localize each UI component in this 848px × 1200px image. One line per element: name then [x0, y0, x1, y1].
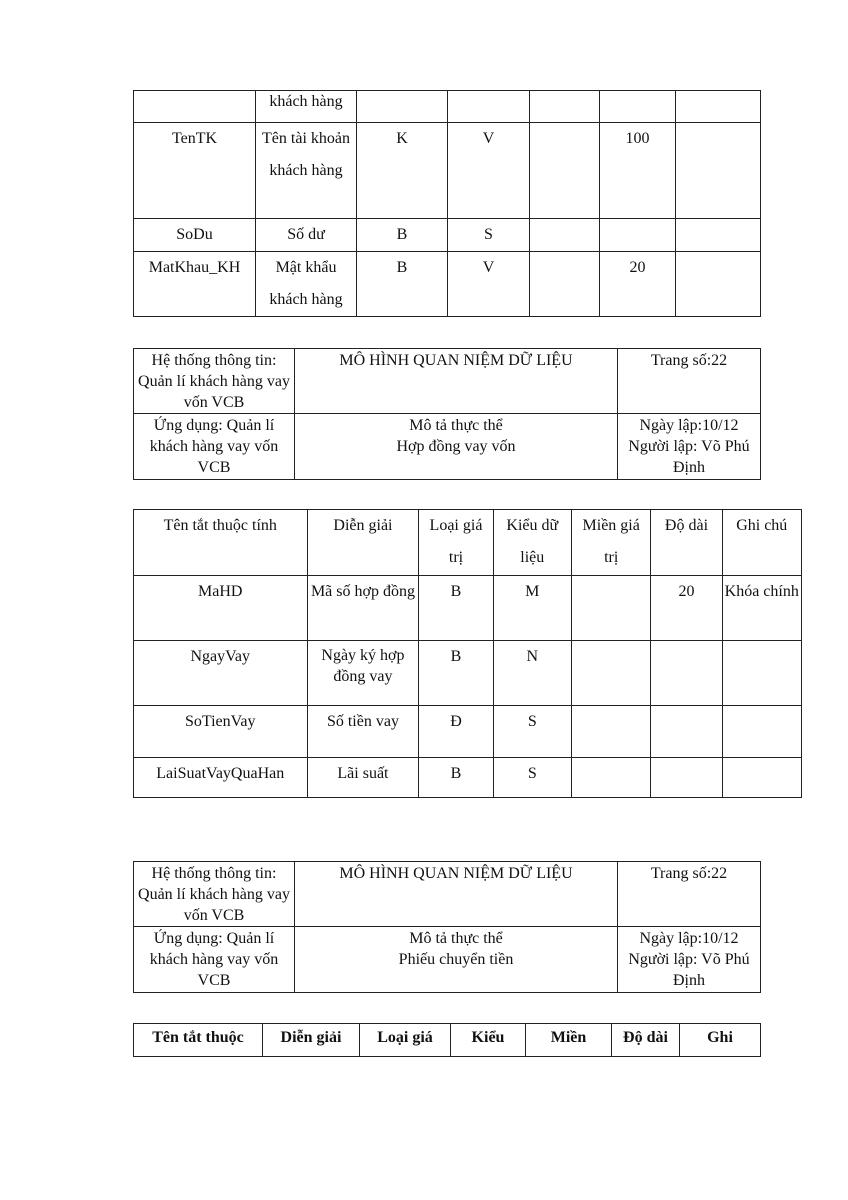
table-header-row [134, 1024, 761, 1057]
table-row [134, 641, 802, 706]
column-header: Diễn giải [263, 1024, 360, 1057]
table-cell [571, 758, 650, 798]
table-cell: B [419, 576, 493, 641]
column-header: Tên tắt thuộc [134, 1024, 263, 1057]
column-header: Tên tắt thuộc tính [134, 510, 308, 576]
entity-header-table [133, 861, 761, 993]
table-row [134, 91, 761, 123]
column-header: Loại giá [360, 1024, 451, 1057]
table-cell: MatKhau_KH [134, 252, 256, 317]
table-cell [651, 758, 722, 798]
table-cell: NgayVay [134, 641, 308, 706]
entity-description [295, 414, 618, 480]
table-cell: M [493, 576, 571, 641]
table-cell [134, 91, 256, 123]
table-cell: 20 [600, 252, 676, 317]
table-cell [722, 706, 802, 758]
table-cell: SoTienVay [134, 706, 308, 758]
table-cell: B [419, 641, 493, 706]
table-cell [357, 91, 448, 123]
entity-label: Mô tả thực thể [409, 930, 503, 947]
table-cell: Ngày ký hợp đồng vay [307, 641, 419, 706]
table-row [134, 123, 761, 219]
table-row [134, 927, 761, 993]
table-cell: 100 [600, 123, 676, 219]
table-cell [676, 219, 761, 252]
table-cell: Khóa chính [722, 576, 802, 641]
loan-contract-attributes-table [133, 509, 802, 798]
table-row [134, 414, 761, 480]
application-info: Ứng dụng: Quản lí khách hàng vay vốn VCB [134, 927, 295, 993]
entity-name: Phiếu chuyển tiền [398, 951, 514, 968]
table-cell: TenTK [134, 123, 256, 219]
column-header: Độ dài [651, 510, 722, 576]
table-cell [600, 91, 676, 123]
application-info: Ứng dụng: Quản lí khách hàng vay vốn VCB [134, 414, 295, 480]
model-title: MÔ HÌNH QUAN NIỆM DỮ LIỆU [295, 349, 618, 414]
table-header-row [134, 510, 802, 576]
table-cell: Số dư [256, 219, 357, 252]
table-row [134, 576, 802, 641]
table-row [134, 219, 761, 252]
table-cell [676, 123, 761, 219]
table-cell [571, 641, 650, 706]
table-cell: Lãi suất [307, 758, 419, 798]
date-author [618, 414, 761, 480]
table-cell [722, 641, 802, 706]
table-cell: Mã số hợp đồng [307, 576, 419, 641]
table-cell: K [357, 123, 448, 219]
column-header: Kiểu [451, 1024, 526, 1057]
table-cell: V [448, 123, 530, 219]
account-attributes-table [133, 90, 761, 317]
table-cell [571, 706, 650, 758]
author: Người lập: Võ Phú Định [628, 951, 750, 989]
table-cell [722, 758, 802, 798]
table-cell [651, 641, 722, 706]
column-header: Miền giá trị [571, 510, 650, 576]
table-cell [530, 219, 600, 252]
column-header: Miền [526, 1024, 612, 1057]
table-cell [676, 252, 761, 317]
table-row [134, 758, 802, 798]
date-author [618, 927, 761, 993]
page-number: Trang số:22 [618, 862, 761, 927]
table-cell: Tên tài khoản khách hàng [256, 123, 357, 219]
table-cell: B [419, 758, 493, 798]
table-cell: S [448, 219, 530, 252]
table-cell [571, 576, 650, 641]
created-date: Ngày lập:10/12 [639, 417, 739, 434]
table-row [134, 349, 761, 414]
table-cell: Đ [419, 706, 493, 758]
column-header: Loại giá trị [419, 510, 493, 576]
table-cell: khách hàng [256, 91, 357, 123]
table-cell: N [493, 641, 571, 706]
system-info: Hệ thống thông tin: Quản lí khách hàng vay vốn VCB [134, 349, 295, 414]
system-info: Hệ thống thông tin: Quản lí khách hàng vay vốn VCB [134, 862, 295, 927]
table-cell: MaHD [134, 576, 308, 641]
table-cell [530, 123, 600, 219]
column-header: Ghi [680, 1024, 761, 1057]
column-header: Diễn giải [307, 510, 419, 576]
column-header: Ghi chú [722, 510, 802, 576]
table-cell: S [493, 706, 571, 758]
page-number: Trang số:22 [618, 349, 761, 414]
table-cell [651, 706, 722, 758]
table-row [134, 862, 761, 927]
entity-label: Mô tả thực thể [409, 417, 503, 434]
table-cell: B [357, 219, 448, 252]
table-cell: SoDu [134, 219, 256, 252]
table-cell [676, 91, 761, 123]
entity-header-table [133, 348, 761, 480]
table-cell [530, 252, 600, 317]
model-title: MÔ HÌNH QUAN NIỆM DỮ LIỆU [295, 862, 618, 927]
table-row [134, 706, 802, 758]
table-cell: 20 [651, 576, 722, 641]
created-date: Ngày lập:10/12 [639, 930, 739, 947]
table-cell: Mật khẩu khách hàng [256, 252, 357, 317]
table-cell [530, 91, 600, 123]
entity-name: Hợp đồng vay vốn [396, 438, 516, 455]
column-header: Độ dài [612, 1024, 680, 1057]
author: Người lập: Võ Phú Định [628, 438, 750, 476]
table-cell [448, 91, 530, 123]
table-cell: S [493, 758, 571, 798]
table-cell: LaiSuatVayQuaHan [134, 758, 308, 798]
transfer-slip-attributes-table [133, 1023, 761, 1057]
entity-description [295, 927, 618, 993]
table-row [134, 252, 761, 317]
table-cell: B [357, 252, 448, 317]
table-cell [600, 219, 676, 252]
table-cell: V [448, 252, 530, 317]
table-cell: Số tiền vay [307, 706, 419, 758]
column-header: Kiểu dữ liệu [493, 510, 571, 576]
